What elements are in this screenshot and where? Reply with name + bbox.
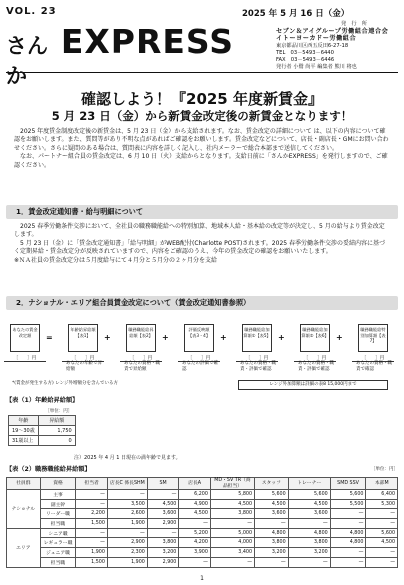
newsletter-logo — [6, 22, 234, 88]
table2-cell: 1,900 — [107, 557, 147, 567]
table2-cell: 2,900 — [147, 519, 179, 529]
table2-cell: — — [147, 528, 179, 538]
footnote-right: レンジ外加算額は詳細の表8 15,000円まで — [238, 380, 388, 390]
table2-cell: — — [76, 538, 108, 548]
table2-header: MD・SV TR（商品担当） — [210, 478, 254, 490]
header-rule — [6, 72, 398, 73]
formula-operator: + — [336, 333, 343, 342]
amount-field: ［ ］円 — [352, 355, 394, 362]
table2-cell: — — [107, 490, 147, 500]
table2-cell: 3,600 — [255, 509, 289, 519]
table-row — [7, 499, 398, 509]
table2-header: 店長A — [179, 478, 211, 490]
table2-cell: — — [210, 519, 254, 529]
table2-header: 店長C 係長SHM — [107, 478, 147, 490]
formula-box-total: あなたの賃金改定額 — [10, 324, 40, 352]
volume-number: VOL. 23 — [6, 6, 57, 17]
amount-field: ［ ］円 — [236, 355, 278, 362]
formula-box-evaluation: 評価反映額【表3・4】 — [184, 324, 214, 352]
table2-cell: — — [179, 557, 211, 567]
table2-cell: — — [288, 557, 330, 567]
table2-cell: 5,300 — [366, 499, 398, 509]
table2-cell: — — [366, 557, 398, 567]
amount-field: ［ ］円 — [178, 355, 220, 362]
table2-cell: 4,800 — [255, 528, 289, 538]
table2-cell: 4,800 — [330, 528, 366, 538]
logo-prefix: さんか — [6, 34, 48, 88]
table2-cell: 1,500 — [76, 557, 108, 567]
formula-box-addition2: 職務職能給加算額②【表6】 — [300, 324, 330, 352]
table1-cell: 19～30歳 — [9, 426, 39, 436]
table2-cell: 担当職 — [40, 557, 76, 567]
table2-title: 【表（2）職務職能給昇給額】 — [6, 466, 91, 473]
table2-cell: 4,500 — [210, 499, 254, 509]
table2-cell: 3,600 — [147, 509, 179, 519]
section1-note: ※ＮＡ社員の賃金改定分は５月度給与にて４月分と５月分の２ヶ月分を支給 — [14, 256, 218, 264]
table2-cell: 2,300 — [107, 548, 147, 558]
table2-cell: — — [366, 509, 398, 519]
table2-cell: 4,500 — [366, 538, 398, 548]
table2-cell: — — [330, 509, 366, 519]
publisher-tel: TEL 03－5493－6440 — [276, 49, 334, 56]
table2-cell: 3,200 — [255, 548, 289, 558]
table-row — [7, 519, 398, 529]
table-row — [7, 528, 398, 538]
table2-cell: 2,200 — [76, 509, 108, 519]
table2-cell: — — [147, 490, 179, 500]
table2-cell: 4,200 — [179, 538, 211, 548]
table2-group: エリア — [7, 528, 41, 567]
table2-header: 担当者 — [76, 478, 108, 490]
table2-header: 資格 — [40, 478, 76, 490]
table2-cell: 5,600 — [288, 490, 330, 500]
table2-cell: 3,200 — [147, 548, 179, 558]
table2-unit: ［単位：円］ — [371, 467, 398, 472]
table2-cell: — — [76, 528, 108, 538]
table2-cell: 5,600 — [330, 490, 366, 500]
table2-cell: — — [330, 548, 366, 558]
table2-cell: 1,900 — [76, 548, 108, 558]
amount-field: ［ ］円 — [4, 355, 46, 362]
table2-cell: 3,800 — [210, 509, 254, 519]
table-row — [7, 557, 398, 567]
table2-cell: 5,600 — [255, 490, 289, 500]
table2-cell: — — [255, 519, 289, 529]
table2-group: ナショナル — [7, 490, 41, 529]
table2-cell: ジュニア職 — [40, 548, 76, 558]
table2-cell: — — [366, 548, 398, 558]
table2-cell: 4,500 — [288, 499, 330, 509]
formula-note: あなたの資格・職責・評価で確認 — [240, 361, 276, 372]
table2-cell: 1,900 — [107, 519, 147, 529]
table1-unit: ［単位：円］ — [45, 409, 73, 414]
table2-cell: レギュラー職 — [40, 538, 76, 548]
headline-sub: 5 月 23 日（金）から新賃金改定後の新賃金となります！ — [51, 109, 353, 123]
formula-operator: + — [278, 333, 285, 342]
amount-field: ［ ］円 — [294, 355, 336, 362]
issue-date: 2025 年 5 月 16 日（金） — [242, 9, 350, 19]
intro-paragraph: 2025 年度賃金制度改定後の新賃金は、5 月 23 日（金）から支給されます。なお、賃金改定の詳細について は、以下の内容について確認をお願いします。また、質問等があり不明な点があればご確認をお願いします。賃金改定などについて、店長・副店長・GMにお問い合わせください。さらに疑問のある場合は、質問表に内容を詳しく記入し、社内メーラーで総合本部まで送信してください。 — [14, 128, 389, 152]
table2-cell: — — [330, 519, 366, 529]
table2-cell: 4,900 — [179, 499, 211, 509]
wage-formula — [8, 318, 396, 376]
table2-cell: 4,500 — [255, 499, 289, 509]
age-raise-table — [8, 407, 76, 446]
formula-note: あなたの資格・職責で確認 — [356, 361, 392, 372]
table2-cell: 4,500 — [147, 499, 179, 509]
publisher-editors: 発行者 小鷲 尚平 編集者 熊川 将也 — [276, 64, 357, 71]
table2-cell: 3,800 — [288, 538, 330, 548]
table2-cell: 3,800 — [147, 538, 179, 548]
table2-header: 社員群 — [7, 478, 41, 490]
table1-cell: 1,750 — [38, 426, 75, 436]
formula-footnotes — [12, 380, 392, 390]
table-row — [9, 436, 76, 446]
formula-note: あなたの資格・職責で昇給額 — [124, 361, 160, 372]
formula-note: あなたの年齢で昇給額 — [66, 361, 102, 372]
table2-cell: 担当職 — [40, 519, 76, 529]
table1-header: 昇給額 — [38, 416, 75, 426]
table2-cell: 4,800 — [288, 528, 330, 538]
table2-cell: — — [76, 499, 108, 509]
table2-cell: — — [330, 557, 366, 567]
table2-cell: — — [288, 519, 330, 529]
table2-cell: 2,900 — [107, 538, 147, 548]
formula-box-special: 職務職能給特別加算額【表7】 — [358, 324, 388, 352]
table2-cell: シニア職 — [40, 528, 76, 538]
table2-cell: 5,800 — [210, 490, 254, 500]
section1-paragraph: 5 月 23 日（金）に「賃金改定通知書」「給与明細」がWEB配付(Charlotte POST)されます。2025 春季労働条件交渉の妥結内容に基づく定期昇給・賃金改定分が反映されていますので、内容をご確認のうえ、今年の賃金改定の確認をお願いいたします。 — [14, 239, 385, 256]
table2-cell: — — [107, 528, 147, 538]
formula-note: あなたの評価で確認 — [182, 361, 218, 372]
logo-main: EXPRESS — [60, 22, 234, 61]
table2-cell: — — [255, 557, 289, 567]
table2-cell: リーダー職 — [40, 509, 76, 519]
table2-cell: 3,900 — [179, 548, 211, 558]
table1-cell: 0 — [38, 436, 75, 446]
table2-header: 本部M — [366, 478, 398, 490]
table1-note: 注）2025 年 4 月 1 日現在の満年齢で見ます。 — [74, 455, 181, 461]
table2-cell: 3,600 — [288, 509, 330, 519]
table2-cell: 3,400 — [210, 548, 254, 558]
table2-cell: 1,500 — [76, 519, 108, 529]
footnote-left: *(賃金が発生する方) レンジ外増額分を含んでいる方 — [12, 381, 118, 386]
formula-operator: + — [220, 333, 227, 342]
table2-header: スタッフ — [255, 478, 289, 490]
publisher-org2: イトーヨーカドー労働組合 — [276, 35, 357, 43]
table-row — [7, 548, 398, 558]
table2-cell: — — [179, 519, 211, 529]
table2-cell: 副主幹 — [40, 499, 76, 509]
intro-paragraph: なお、パートナー組合員の賃金改定は、6 月 10 日（火）支給からとなります。支給日前に「さんかEXPRESS」を発行しますので、ご確認ください。 — [14, 153, 388, 169]
table2-cell: 2,900 — [147, 557, 179, 567]
table2-header: SM — [147, 478, 179, 490]
formula-box-age: 年齢給昇給額【表1】 — [68, 324, 98, 352]
table-row — [7, 490, 398, 500]
section1-text — [14, 223, 390, 265]
table2-cell: 2,600 — [107, 509, 147, 519]
formula-box-addition1: 職務職能給加算額①【表5】 — [242, 324, 272, 352]
table1-header: 年齢 — [9, 416, 39, 426]
publisher-address: 東京都品川区西五反田6-27-18 — [276, 42, 349, 49]
table-row — [7, 509, 398, 519]
table2-cell: — — [366, 519, 398, 529]
formula-operator: = — [46, 333, 53, 342]
formula-operator: + — [162, 333, 169, 342]
table2-cell: 5,600 — [366, 528, 398, 538]
table2-cell: 6,200 — [179, 490, 211, 500]
intro-text — [14, 128, 390, 170]
formula-box-grade: 職務職能給昇給額【表2】 — [126, 324, 156, 352]
section1-heading: 1．賃金改定通知書・給与明細について — [6, 205, 398, 219]
table2-cell: — — [76, 490, 108, 500]
table2-header: SMD SSV — [330, 478, 366, 490]
table1-cell: 31歳以上 — [9, 436, 39, 446]
grade-raise-table — [6, 477, 398, 568]
table2-cell: 5,000 — [210, 528, 254, 538]
publisher-org1: セブン＆アイグループ労働組合連合会 — [276, 28, 389, 36]
amount-field: ［ ］円 — [62, 355, 104, 362]
publisher-label: 発 行 所 — [341, 21, 367, 27]
publisher-box — [276, 21, 397, 71]
table2-cell: 3,800 — [255, 538, 289, 548]
formula-note: あなたの資格・職責・評価で確認 — [298, 361, 334, 372]
section1-paragraph: 2025 春季労働条件交渉において、全社員の職務職能給への特別加算、地域本人給・基本給の改定等が決定し、5 月の給与より賃金改定します。 — [14, 223, 385, 239]
table1-title: 【表（1）年齢給昇給額】 — [6, 397, 79, 404]
table2-cell: 4,800 — [330, 538, 366, 548]
table2-cell: 主事 — [40, 490, 76, 500]
publisher-fax: FAX 03－5493－6446 — [276, 57, 335, 64]
table2-cell: 3,500 — [107, 499, 147, 509]
table-row — [7, 538, 398, 548]
table-row — [9, 426, 76, 436]
page-number: 1 — [200, 575, 204, 582]
table2-cell: 5,500 — [330, 499, 366, 509]
table2-cell: 6,400 — [366, 490, 398, 500]
section2-heading: 2．ナショナル・エリア組合員賃金改定について（賃金改定通知書参照） — [6, 296, 398, 310]
formula-operator: + — [104, 333, 111, 342]
table2-cell: 3,200 — [288, 548, 330, 558]
table2-cell: 4,500 — [179, 509, 211, 519]
table2-cell: — — [210, 557, 254, 567]
headline-main: 確認しよう！『2025 年度新賃金』 — [81, 90, 323, 108]
table2-header: トレーナー — [288, 478, 330, 490]
table2-cell: 5,200 — [179, 528, 211, 538]
table2-cell: 4,000 — [210, 538, 254, 548]
amount-field: ［ ］円 — [120, 355, 162, 362]
